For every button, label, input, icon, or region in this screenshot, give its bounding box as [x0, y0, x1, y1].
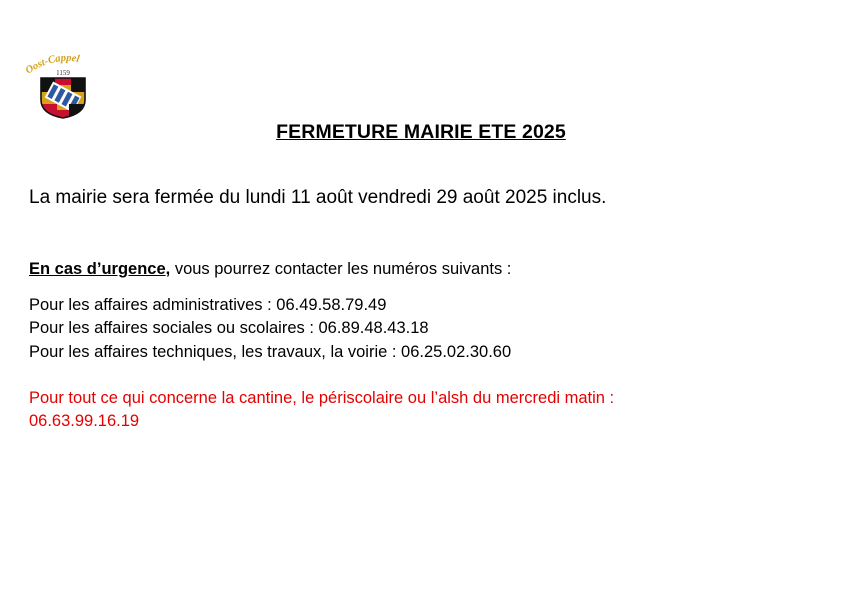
emergency-label: En cas d’urgence	[29, 260, 166, 278]
oost-cappel-coat-of-arms-logo	[24, 54, 102, 120]
emergency-text: vous pourrez contacter les numéros suivants :	[170, 260, 512, 278]
closure-notice: La mairie sera fermée du lundi 11 août vendredi 29 août 2025 inclus.	[29, 187, 607, 208]
cantine-phone: 06.63.99.16.19	[29, 412, 140, 430]
contact-administrative: Pour les affaires administratives : 06.49.58.79.49	[29, 296, 387, 314]
svg-text:Oost-Cappel	[24, 54, 80, 76]
logo-year: 1159	[56, 69, 70, 77]
contact-social-school: Pour les affaires sociales ou scolaires : 06.89.48.43.18	[29, 319, 429, 337]
cantine-notice: Pour tout ce qui concerne la cantine, le périscolaire ou l’alsh du mercredi matin :	[29, 389, 615, 407]
emergency-intro	[29, 260, 511, 279]
emergency-comma: ,	[165, 260, 171, 278]
page-title: FERMETURE MAIRIE ETE 2025	[276, 121, 566, 143]
logo-town-name: Oost-Cappel	[24, 54, 81, 77]
contact-technical: Pour les affaires techniques, les travaux, la voirie : 06.25.02.30.60	[29, 343, 512, 361]
coat-of-arms-icon	[24, 54, 102, 120]
